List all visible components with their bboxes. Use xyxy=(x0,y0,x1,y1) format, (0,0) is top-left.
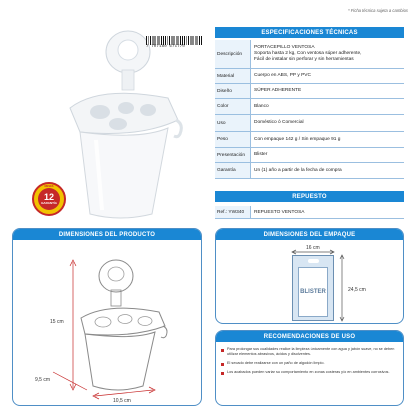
spec-label: Descripción xyxy=(215,40,251,68)
repuesto-ref: Ref.: YW340 xyxy=(215,206,251,218)
list-item xyxy=(221,347,398,357)
spec-value-line: Un (1) año a partir de la fecha de compra xyxy=(254,167,342,173)
spec-row xyxy=(215,132,404,148)
barcode xyxy=(146,36,202,50)
spec-value-line: Cuerpo en ABS, PP y PVC xyxy=(254,73,311,78)
repuesto-row xyxy=(215,206,404,219)
spec-label: Garantía xyxy=(215,163,251,178)
blister-label: BLISTER xyxy=(300,289,326,295)
product-image-area xyxy=(0,0,200,222)
spec-row xyxy=(215,163,404,179)
barcode-number: 7 707180 671770 xyxy=(146,45,186,49)
spec-row xyxy=(215,69,404,84)
recommendation-text: Para prolongar sus cualidades realice la limpieza únicamente con agua y jabón suave, no se deben utilizar elementos abrasivos, ácidos y disolventes. xyxy=(227,347,395,356)
spec-value xyxy=(251,69,404,83)
spec-label: Material xyxy=(215,69,251,83)
package-dimensions-panel xyxy=(215,228,404,324)
repuesto-header: REPUESTO xyxy=(215,191,404,202)
warranty-badge-number: 12 xyxy=(43,192,54,202)
recommendation-text: El secado debe realizarse con un paño de algodón limpio. xyxy=(227,361,325,365)
bullet-icon xyxy=(221,349,224,352)
spec-row xyxy=(215,115,404,132)
spec-row xyxy=(215,99,404,115)
spec-label: Uso xyxy=(215,115,251,131)
spec-label: Diseño xyxy=(215,84,251,98)
spec-value-line: Doméstico ó Comercial xyxy=(254,120,304,125)
spec-value-line: Soporta hasta 2 kg, Con ventosa súper adherente, xyxy=(254,51,362,56)
spec-label: Presentación xyxy=(215,148,251,162)
product-dimensions-header: DIMENSIONES DEL PRODUCTO xyxy=(13,229,201,240)
spec-row xyxy=(215,84,404,99)
spec-row xyxy=(215,148,404,163)
spec-value-line: Blister xyxy=(254,152,268,157)
spec-row xyxy=(215,40,404,69)
bullet-icon xyxy=(221,363,224,366)
warranty-badge-inner xyxy=(38,188,60,210)
recommendations-list xyxy=(221,347,398,379)
spec-value-line: Blanco xyxy=(254,103,269,109)
spec-value xyxy=(251,115,404,131)
barcode-bars xyxy=(146,36,202,45)
product-dimensions-panel xyxy=(12,228,202,406)
recommendations-panel xyxy=(215,330,404,406)
list-item xyxy=(221,361,398,366)
spec-value-line: Fácil de instalar sin perforar y sin herramientas xyxy=(254,57,354,62)
disclaimer-note: * Ficha técnica sujeta a cambios xyxy=(347,8,408,13)
list-item xyxy=(221,370,398,375)
spec-value xyxy=(251,99,404,114)
warranty-badge xyxy=(32,182,66,216)
spec-label: Peso xyxy=(215,132,251,147)
blister-package xyxy=(292,255,334,321)
package-dimensions-header: DIMENSIONES DEL EMPAQUE xyxy=(216,229,403,240)
bullet-icon xyxy=(221,372,224,375)
spec-value-line: Con empaque 142 g / Sin empaque 91 g xyxy=(254,136,341,142)
blister-window xyxy=(298,267,328,317)
specs-header: ESPECIFICACIONES TÉCNICAS xyxy=(215,27,404,38)
product-width-label: 9,5 cm xyxy=(35,377,51,383)
spec-value xyxy=(251,40,404,68)
recommendations-header: RECOMENDACIONES DE USO xyxy=(216,331,403,342)
warranty-badge-text: GARANTÍA xyxy=(41,201,57,205)
spec-value-line: SÚPER ADHERENTE xyxy=(254,88,302,93)
specs-table xyxy=(215,40,404,179)
spec-value xyxy=(251,163,404,178)
blister-hang-hole xyxy=(308,259,319,263)
product-illustration xyxy=(0,0,200,222)
product-height-label: 15 cm xyxy=(50,319,64,325)
product-depth-label: 10,5 cm xyxy=(113,398,131,404)
spec-value-line: PORTACEPILLO VENTOSA xyxy=(254,45,315,50)
spec-value xyxy=(251,84,404,98)
package-height-label: 24,5 cm xyxy=(348,287,366,293)
spec-value xyxy=(251,132,404,147)
package-width-label: 16 cm xyxy=(306,245,320,251)
recommendation-text: Los acabados pueden variar su comportamiento en zonas costeras y/o en ambientes corrosivos. xyxy=(227,370,390,374)
warranty-badge-top: MESES xyxy=(44,185,54,188)
spec-value xyxy=(251,148,404,162)
spec-label: Color xyxy=(215,99,251,114)
repuesto-value: REPUESTO VENTOSA xyxy=(254,209,305,215)
